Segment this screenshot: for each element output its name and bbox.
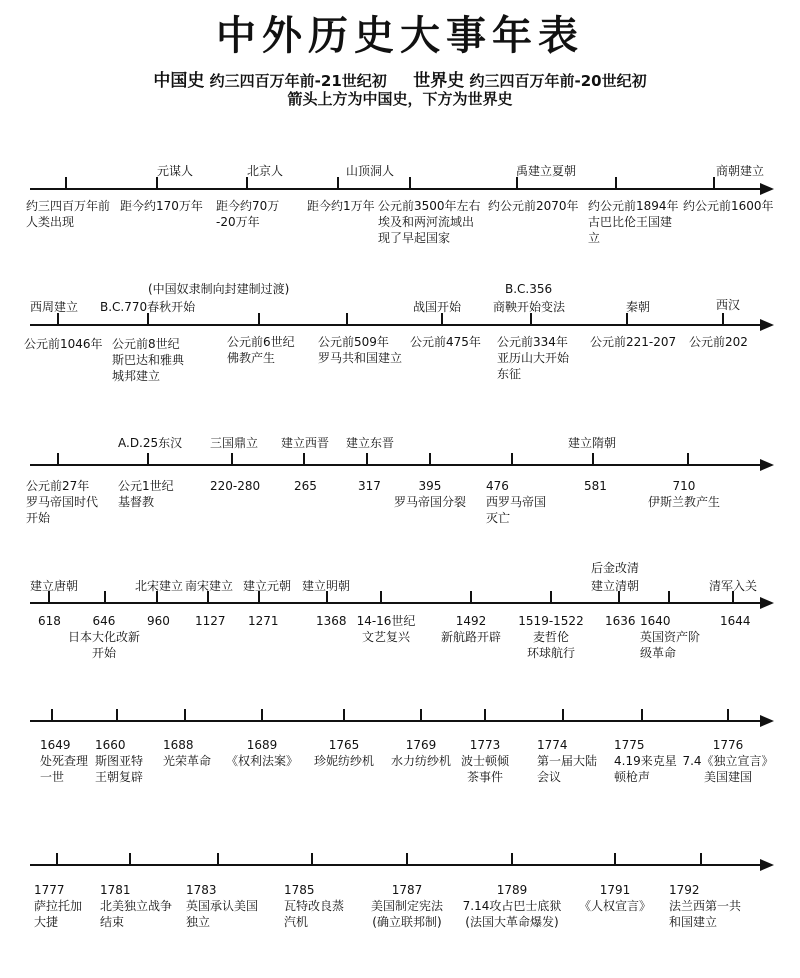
timeline-axis [30,602,760,604]
timeline-tick [65,177,67,189]
timeline-tick [56,853,58,865]
timeline-label-below: 646 日本大化改新 开始 [67,614,141,660]
timeline-label-below: 1660 斯图亚特 王朝复辟 [95,738,144,784]
timeline-label-below: 476 西罗马帝国 灭亡 [486,479,547,525]
timeline-label-above: 建立西晋 [281,436,330,450]
timeline-tick [470,591,472,603]
timeline-label-below: 1127 [195,614,226,628]
timeline-axis [30,324,760,326]
timeline-label-below: 公元前6世纪 佛教产生 [227,335,295,365]
timeline-label-below: 距今约70万 -20万年 [216,199,280,229]
timeline-label-below: 公元前8世纪 斯巴达和雅典 城邦建立 [112,337,185,383]
timeline-label-below: 1640 英国资产阶 级革命 [640,614,701,660]
timeline-axis [30,188,760,190]
timeline-label-above: 建立元朝 [243,579,292,593]
timeline-label-below: 1789 7.14攻占巴士底狱 (法国大革命爆发) [462,883,562,929]
timeline-tick [614,853,616,865]
world-history-range: 约三四百万年前-20世纪初 [469,72,647,90]
timeline-tick [429,453,431,465]
timeline-label-below: 1773 波士顿倾 茶事件 [460,738,510,784]
timeline-label-above: 北宋建立 [135,579,184,593]
timeline-label-above: 清军入关 [709,579,758,593]
timeline-label-below: 220-280 [210,479,261,493]
timeline-label-below: 1783 英国承认美国 独立 [186,883,259,929]
timeline-label-below: 1368 [316,614,347,628]
timeline-tick [311,853,313,865]
timeline-label-below: 710 伊斯兰教产生 [647,479,721,509]
timeline-label-above: 元谋人 [157,164,194,178]
timeline-label-above: B.C.770春秋开始 [100,300,196,314]
timeline-label-above: 秦朝 [626,300,651,314]
timeline-tick [484,709,486,721]
timeline-tick [713,177,715,189]
timeline-label-below: 14-16世纪 文艺复兴 [356,614,416,644]
timeline-label-above: 三国鼎立 [210,436,259,450]
timeline-label-above: 建立东晋 [346,436,395,450]
timeline-tick [420,709,422,721]
legend-note: 箭头上方为中国史，下方为世界史 [287,90,513,108]
timeline-label-below: 317 [358,479,381,493]
timeline-label-above: 建立清朝 [591,579,640,593]
timeline-tick [51,709,53,721]
timeline-label-below: 约公元前2070年 [488,199,579,213]
timeline-tick [615,177,617,189]
timeline-tick [366,453,368,465]
timeline-arrowhead [760,859,774,871]
timeline-axis [30,864,760,866]
timeline-tick [409,177,411,189]
timeline-tick [562,709,564,721]
timeline-label-above: 南宋建立 [185,579,234,593]
timeline-label-below: 距今约1万年 [307,199,375,213]
timeline-label-below: 约公元前1894年 古巴比伦王国建 立 [588,199,679,245]
timeline-label-below: 约公元前1600年 [683,199,774,213]
timeline-label-below: 618 [38,614,61,628]
timeline-label-above: 山顶洞人 [346,164,395,178]
timeline-tick [104,591,106,603]
timeline-tick [380,591,382,603]
timeline-tick [184,709,186,721]
timeline-label-below: 1492 新航路开辟 [440,614,502,644]
timeline-label-below: 1776 7.4《独立宣言》 美国建国 [682,738,774,784]
timeline-tick [550,591,552,603]
timeline-label-below: 公元前475年 [410,335,481,349]
timeline-tick [727,709,729,721]
chart-title: 中外历史大事年表 [216,13,584,59]
timeline-tick [261,709,263,721]
timeline-label-above: 商鞅开始变法 [493,300,566,314]
timeline-arrowhead [760,459,774,471]
timeline-tick [592,453,594,465]
timeline-label-below: 1688 光荣革命 [163,738,212,768]
timeline-label-below: 1769 水力纺纱机 [390,738,452,768]
timeline-label-above: 建立隋朝 [568,436,617,450]
timeline-tick [303,453,305,465]
timeline-tick [217,853,219,865]
timeline-label-below: 265 [294,479,317,493]
timeline-label-below: 公元前27年 罗马帝国时代 开始 [26,479,99,525]
timeline-label-below: 1775 4.19来克星 顿枪声 [614,738,677,784]
timeline-label-below: 1787 美国制定宪法 (确立联邦制) [370,883,444,929]
timeline-arrowhead [760,319,774,331]
timeline-tick [406,853,408,865]
timeline-tick [337,177,339,189]
timeline-tick [116,709,118,721]
timeline-label-above: 建立明朝 [302,579,351,593]
timeline-label-below: 960 [147,614,170,628]
timeline-label-below: 距今约170万年 [120,199,203,213]
timeline-arrowhead [760,715,774,727]
timeline-tick [511,453,513,465]
timeline-axis [30,464,760,466]
timeline-tick [343,709,345,721]
timeline-label-above: 后金改清 [591,561,640,575]
timeline-label-below: 1271 [248,614,279,628]
china-history-range: 约三四百万年前-21世纪初 [209,72,387,90]
timeline-label-above: 战国开始 [413,300,462,314]
timeline-label-above: 北京人 [247,164,284,178]
timeline-label-below: 581 [584,479,607,493]
timeline-tick [129,853,131,865]
timeline-label-below: 公元前334年 亚历山大开始 东征 [497,335,570,381]
timeline-label-above: (中国奴隶制向封建制过渡) [148,282,290,296]
china-history-label: 中国史 [153,71,205,91]
timeline-label-above: 建立唐朝 [30,579,79,593]
timeline-tick [231,453,233,465]
timeline-label-above: 西周建立 [30,300,79,314]
timeline-label-below: 1785 瓦特改良蒸 汽机 [284,883,345,929]
timeline-label-below: 1765 珍妮纺纱机 [313,738,375,768]
timeline-label-above: B.C.356 [505,282,553,296]
timeline-label-below: 1689 《权利法案》 [225,738,299,768]
timeline-tick [722,313,724,325]
timeline-label-above: 西汉 [716,298,741,312]
world-history-label: 世界史 [413,71,465,91]
timeline-tick [511,853,513,865]
timeline-label-below: 1649 处死查理 一世 [40,738,89,784]
timeline-tick [700,853,702,865]
timeline-label-below: 1644 [720,614,751,628]
timeline-label-above: 禹建立夏朝 [516,164,577,178]
timeline-label-above: A.D.25东汉 [118,436,183,450]
timeline-axis [30,720,760,722]
timeline-tick [668,591,670,603]
timeline-label-below: 1774 第一届大陆 会议 [537,738,598,784]
timeline-tick [346,313,348,325]
timeline-label-below: 公元前509年 罗马共和国建立 [318,335,403,365]
timeline-arrowhead [760,597,774,609]
timeline-label-below: 公元前1046年 [24,337,103,351]
timeline-arrowhead [760,183,774,195]
timeline-label-below: 1777 萨拉托加 大捷 [34,883,83,929]
timeline-tick [57,453,59,465]
timeline-tick [687,453,689,465]
timeline-label-below: 1791 《人权宣言》 [578,883,652,913]
timeline-tick [258,313,260,325]
timeline-label-below: 公元前221-207 [590,335,677,349]
timeline-label-below: 395 罗马帝国分裂 [393,479,467,509]
timeline-label-below: 公元1世纪 基督教 [118,479,174,509]
timeline-label-below: 1636 [605,614,636,628]
timeline-label-below: 公元前202 [689,335,748,349]
timeline-label-below: 约三四百万年前 人类出现 [26,199,111,229]
timeline-label-below: 1781 北美独立战争 结束 [100,883,173,929]
timeline-label-below: 公元前3500年左右 埃及和两河流域出 现了早起国家 [378,199,481,245]
timeline-label-below: 1792 法兰西第一共 和国建立 [669,883,742,929]
timeline-tick [641,709,643,721]
timeline-tick [147,453,149,465]
timeline-label-above: 商朝建立 [716,164,765,178]
timeline-label-below: 1519-1522 麦哲伦 环球航行 [518,614,584,660]
